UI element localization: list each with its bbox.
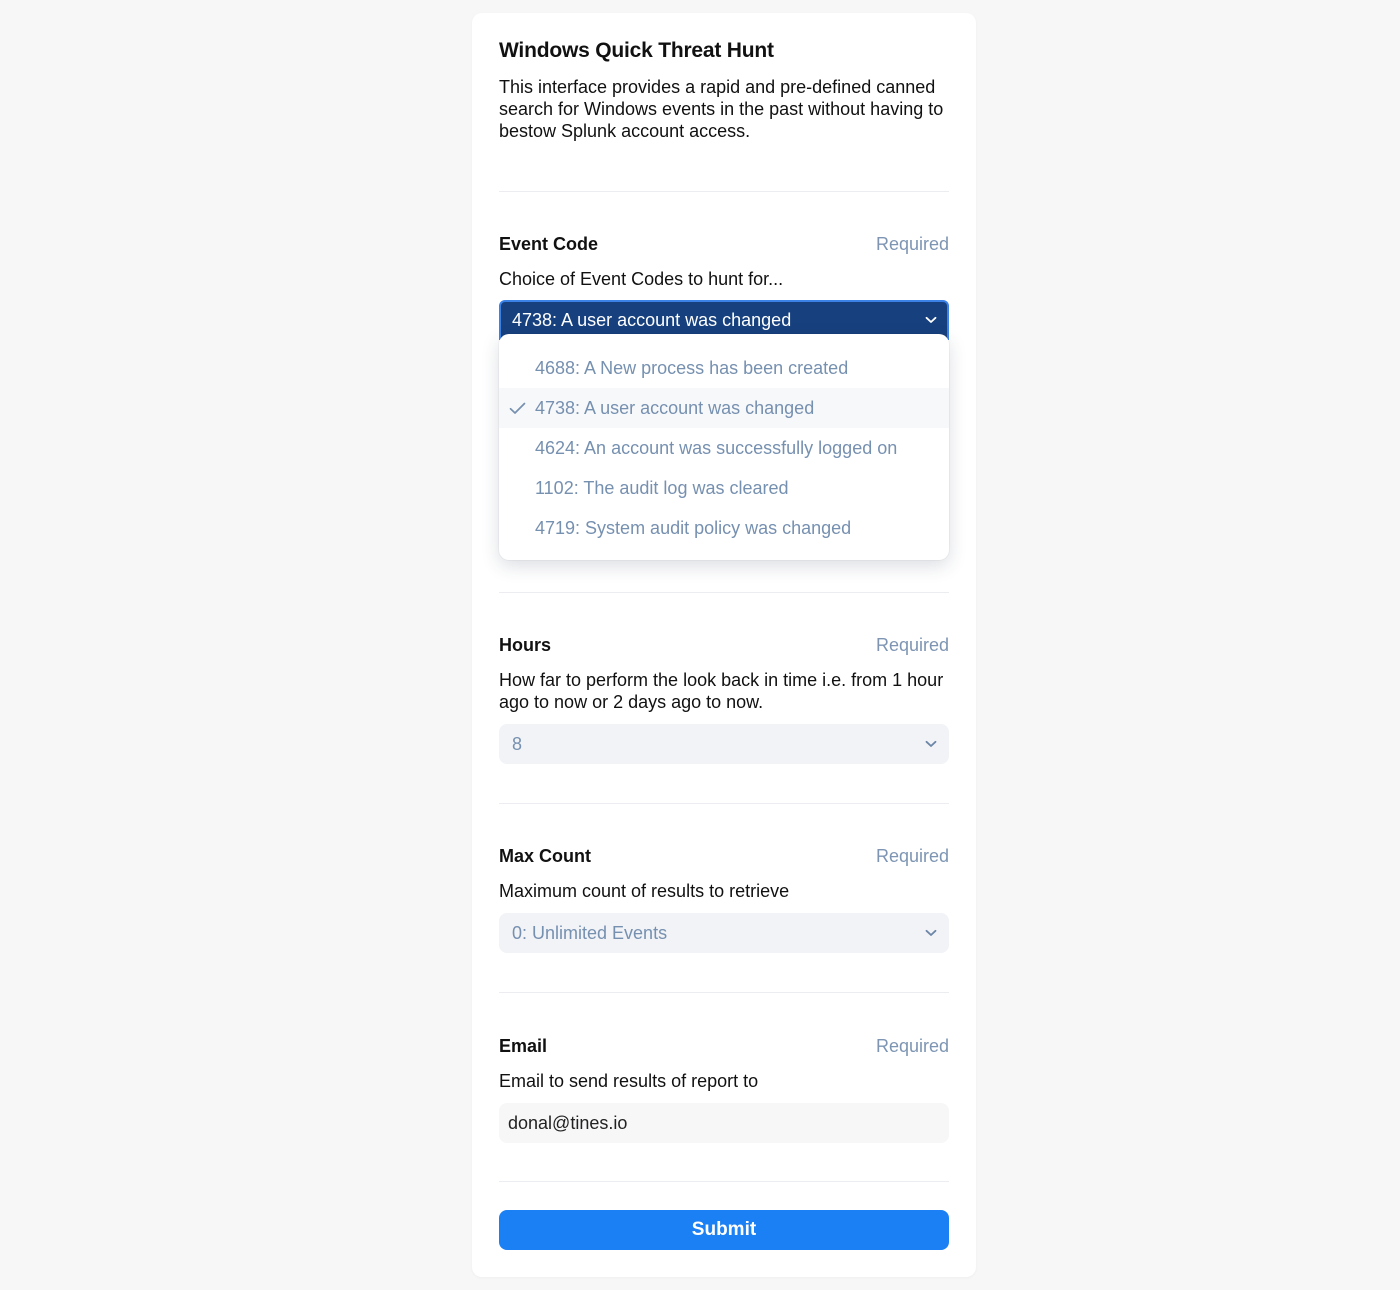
event-code-option[interactable] bbox=[499, 428, 949, 468]
event-code-option[interactable] bbox=[499, 468, 949, 508]
chevron-down-icon bbox=[925, 913, 937, 953]
email-required: Required bbox=[875, 1036, 949, 1056]
submit-button[interactable]: Submit bbox=[499, 1210, 949, 1250]
event-code-option[interactable] bbox=[499, 508, 949, 548]
option-label: 4738: A user account was changed bbox=[535, 398, 815, 418]
event-code-dropdown-menu bbox=[499, 334, 949, 560]
event-code-help: Choice of Event Codes to hunt for... bbox=[499, 269, 784, 289]
chevron-down-icon bbox=[925, 302, 937, 338]
hours-label: Hours bbox=[499, 635, 552, 655]
event-code-option[interactable] bbox=[499, 348, 949, 388]
divider bbox=[499, 803, 949, 804]
form-card bbox=[472, 13, 976, 1277]
event-code-required: Required bbox=[875, 234, 949, 254]
event-code-option-selected[interactable] bbox=[499, 388, 949, 428]
divider bbox=[499, 1181, 949, 1182]
hours-help: How far to perform the look back in time i.e. from 1 hour ago to now or 2 days ago to now. bbox=[499, 670, 944, 712]
event-code-selected-value: 4738: A user account was changed bbox=[512, 310, 792, 330]
check-icon bbox=[509, 388, 526, 428]
email-help: Email to send results of report to bbox=[499, 1071, 759, 1091]
event-code-label: Event Code bbox=[499, 234, 599, 254]
form-description: This interface provides a rapid and pre-defined canned search for Windows events in the past without having to bestow Splunk account access. bbox=[499, 77, 944, 141]
max-count-selected-value: 0: Unlimited Events bbox=[512, 923, 668, 943]
divider bbox=[499, 191, 949, 192]
option-label: 1102: The audit log was cleared bbox=[535, 478, 789, 498]
hours-required: Required bbox=[875, 635, 949, 655]
form-title: Windows Quick Threat Hunt bbox=[499, 39, 774, 62]
max-count-select[interactable] bbox=[499, 913, 949, 953]
email-label: Email bbox=[499, 1036, 548, 1056]
max-count-label: Max Count bbox=[499, 846, 591, 866]
email-field[interactable] bbox=[499, 1103, 949, 1143]
divider bbox=[499, 592, 949, 593]
option-label: 4719: System audit policy was changed bbox=[535, 518, 852, 538]
chevron-down-icon bbox=[925, 724, 937, 764]
option-label: 4624: An account was successfully logged on bbox=[535, 438, 898, 458]
max-count-help: Maximum count of results to retrieve bbox=[499, 881, 790, 901]
divider bbox=[499, 992, 949, 993]
max-count-required: Required bbox=[875, 846, 949, 866]
hours-select[interactable] bbox=[499, 724, 949, 764]
option-label: 4688: A New process has been created bbox=[535, 358, 849, 378]
hours-selected-value: 8 bbox=[512, 734, 523, 754]
